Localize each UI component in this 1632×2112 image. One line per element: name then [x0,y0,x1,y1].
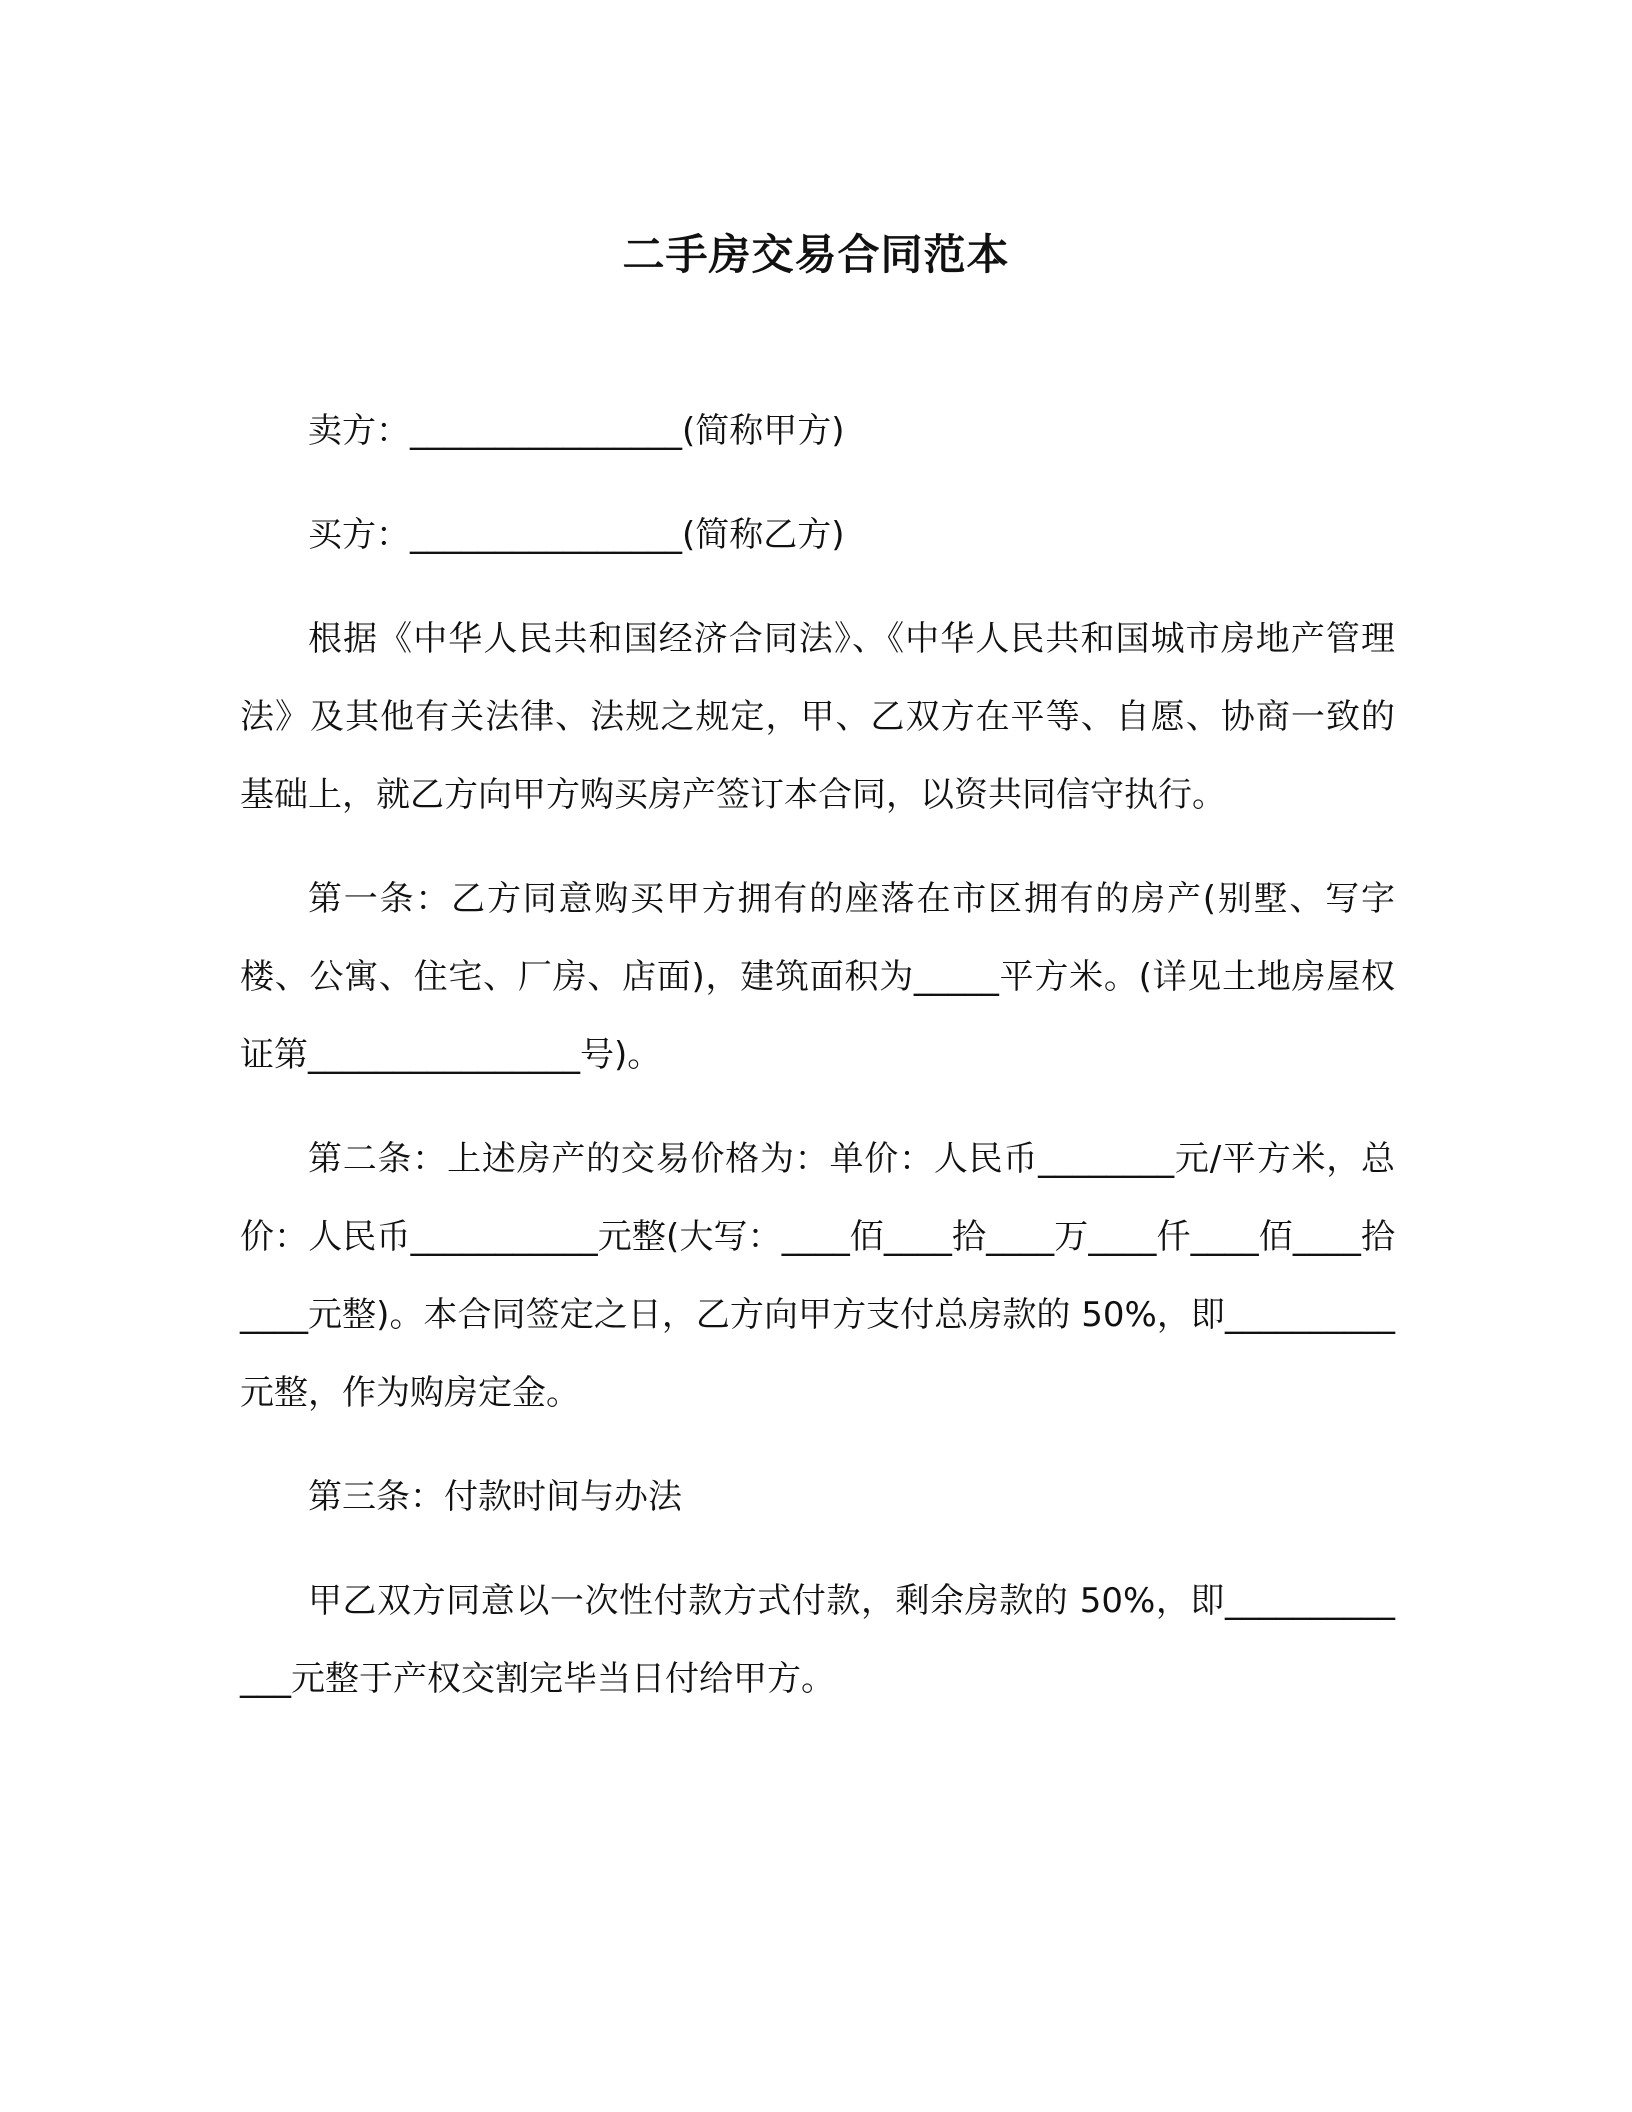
seller-line: 卖方：________________(简称甲方) [308,411,845,451]
article-one-paragraph: 第一条：乙方同意购买甲方拥有的座落在市区拥有的房产(别墅、写字楼、公寓、住宅、厂房、店面)，建筑面积为_____平方米。(详见土地房屋权证第________________号)。 [240,879,1395,1075]
article-three-heading: 第三条：付款时间与办法 [308,1477,682,1517]
article-two-paragraph: 第二条：上述房产的交易价格为：单价：人民币________元/平方米，总价：人民币___________元整(大写：____佰____拾____万____仟____佰____拾____元整)。本合同签定之日，乙方向甲方支付总房款的 50%，即__________元整，作为购房定金。 [240,1139,1395,1413]
preamble-paragraph: 根据《中华人民共和国经济合同法》、《中华人民共和国城市房地产管理法》及其他有关法律、法规之规定，甲、乙双方在平等、自愿、协商一致的基础上，就乙方向甲方购买房产签订本合同，以资共同信守执行。 [240,619,1395,815]
payment-paragraph: 甲乙双方同意以一次性付款方式付款，剩余房款的 50%，即_____________元整于产权交割完毕当日付给甲方。 [240,1581,1395,1699]
document-title: 二手房交易合同范本 [622,230,1010,279]
document-body [240,392,1395,1744]
buyer-line: 买方：________________(简称乙方) [308,515,845,555]
